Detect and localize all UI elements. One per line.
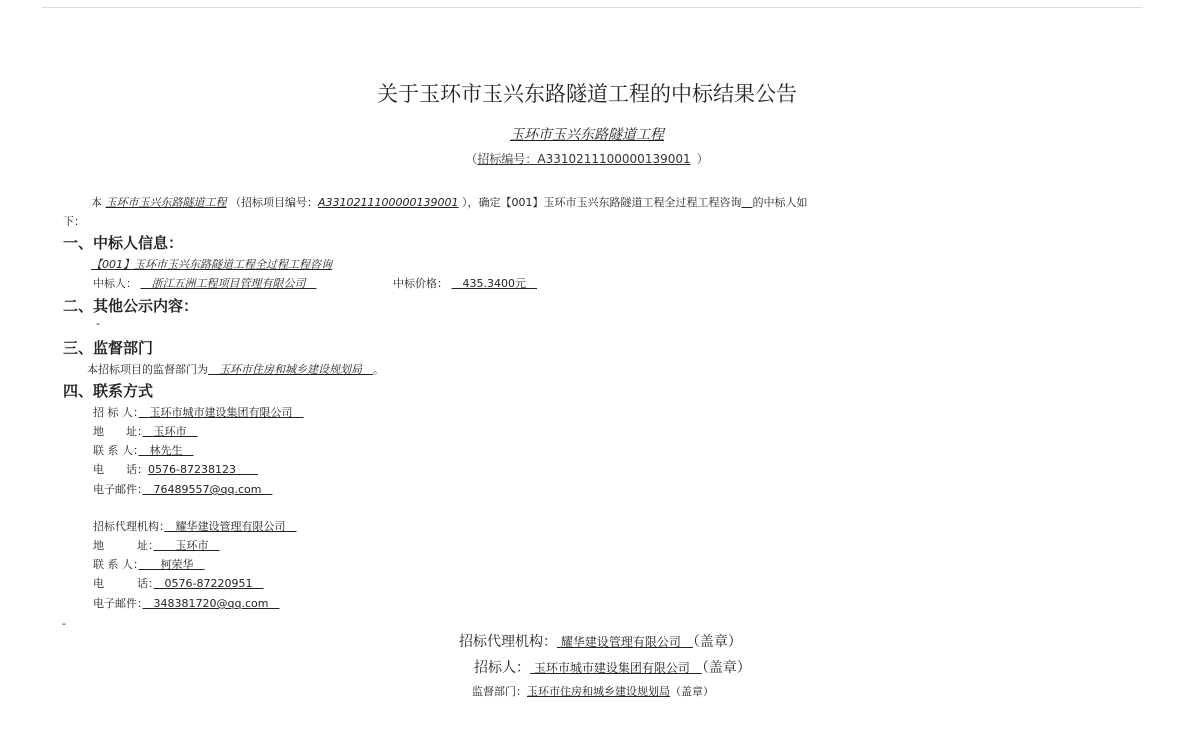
supervision-text: 本招标项目的监督部门为 玉环市住房和城乡建设规划局 。 [87, 363, 384, 376]
agency-address-row: 地 址： 玉环市 [93, 539, 209, 552]
agency-email-row: 电子邮件： 348381720@qq.com [93, 597, 269, 610]
tenderer-address-row: 地 址： 玉环市 [93, 425, 187, 438]
tenderer-name-row: 招 标 人： 玉环市城市建设集团有限公司 [93, 406, 293, 419]
agency-contact-row: 联 系 人： 柯荣华 [93, 558, 194, 571]
project-subtitle: 玉环市玉兴东路隧道工程 [510, 127, 664, 143]
bid-number: （招标编号：A3310211100000139001 ） [465, 152, 709, 166]
tenderer-signature: 招标人： 玉环市城市建设集团有限公司 （盖章） [474, 660, 751, 676]
price-line: 中标价格： 435.3400元 [393, 277, 526, 290]
top-divider [42, 7, 1143, 8]
intro-continuation: 下： [63, 215, 85, 228]
agency-signature: 招标代理机构： 耀华建设管理有限公司 （盖章） [459, 634, 742, 650]
agency-phone-row: 电 话： 0576-87220951 [93, 577, 253, 590]
tenderer-phone-row: 电 话：0576-87238123 [93, 463, 236, 476]
section3-heading: 三、监督部门 [63, 339, 154, 357]
separator-dash: - [62, 617, 66, 630]
section2-heading: 二、其他公示内容： [63, 297, 199, 315]
section1-heading: 一、中标人信息： [63, 234, 184, 252]
intro-paragraph: 本 玉环市玉兴东路隧道工程 （招标项目编号：A3310211100000139001 ），确定【001】玉环市玉兴东路隧道工程全过程工程咨询 的中标人如 [91, 196, 808, 209]
winner-line: 中标人： 浙江五洲工程项目管理有限公司 [93, 277, 306, 290]
winner-name: 浙江五洲工程项目管理有限公司 [151, 277, 306, 290]
price-value: 435.3400元 [462, 277, 526, 290]
supervisor-signature: 监督部门：玉环市住房和城乡建设规划局（盖章） [472, 685, 714, 698]
tenderer-email-row: 电子邮件： 76489557@qq.com [93, 483, 262, 496]
page-title: 关于玉环市玉兴东路隧道工程的中标结果公告 [377, 82, 797, 106]
section2-content: - [96, 317, 100, 330]
section4-heading: 四、联系方式 [63, 382, 154, 400]
lot-name: 【001】玉环市玉兴东路隧道工程全过程工程咨询 [91, 258, 332, 271]
tenderer-contact-row: 联 系 人： 林先生 [93, 444, 183, 457]
agency-name-row: 招标代理机构： 耀华建设管理有限公司 [93, 520, 286, 533]
